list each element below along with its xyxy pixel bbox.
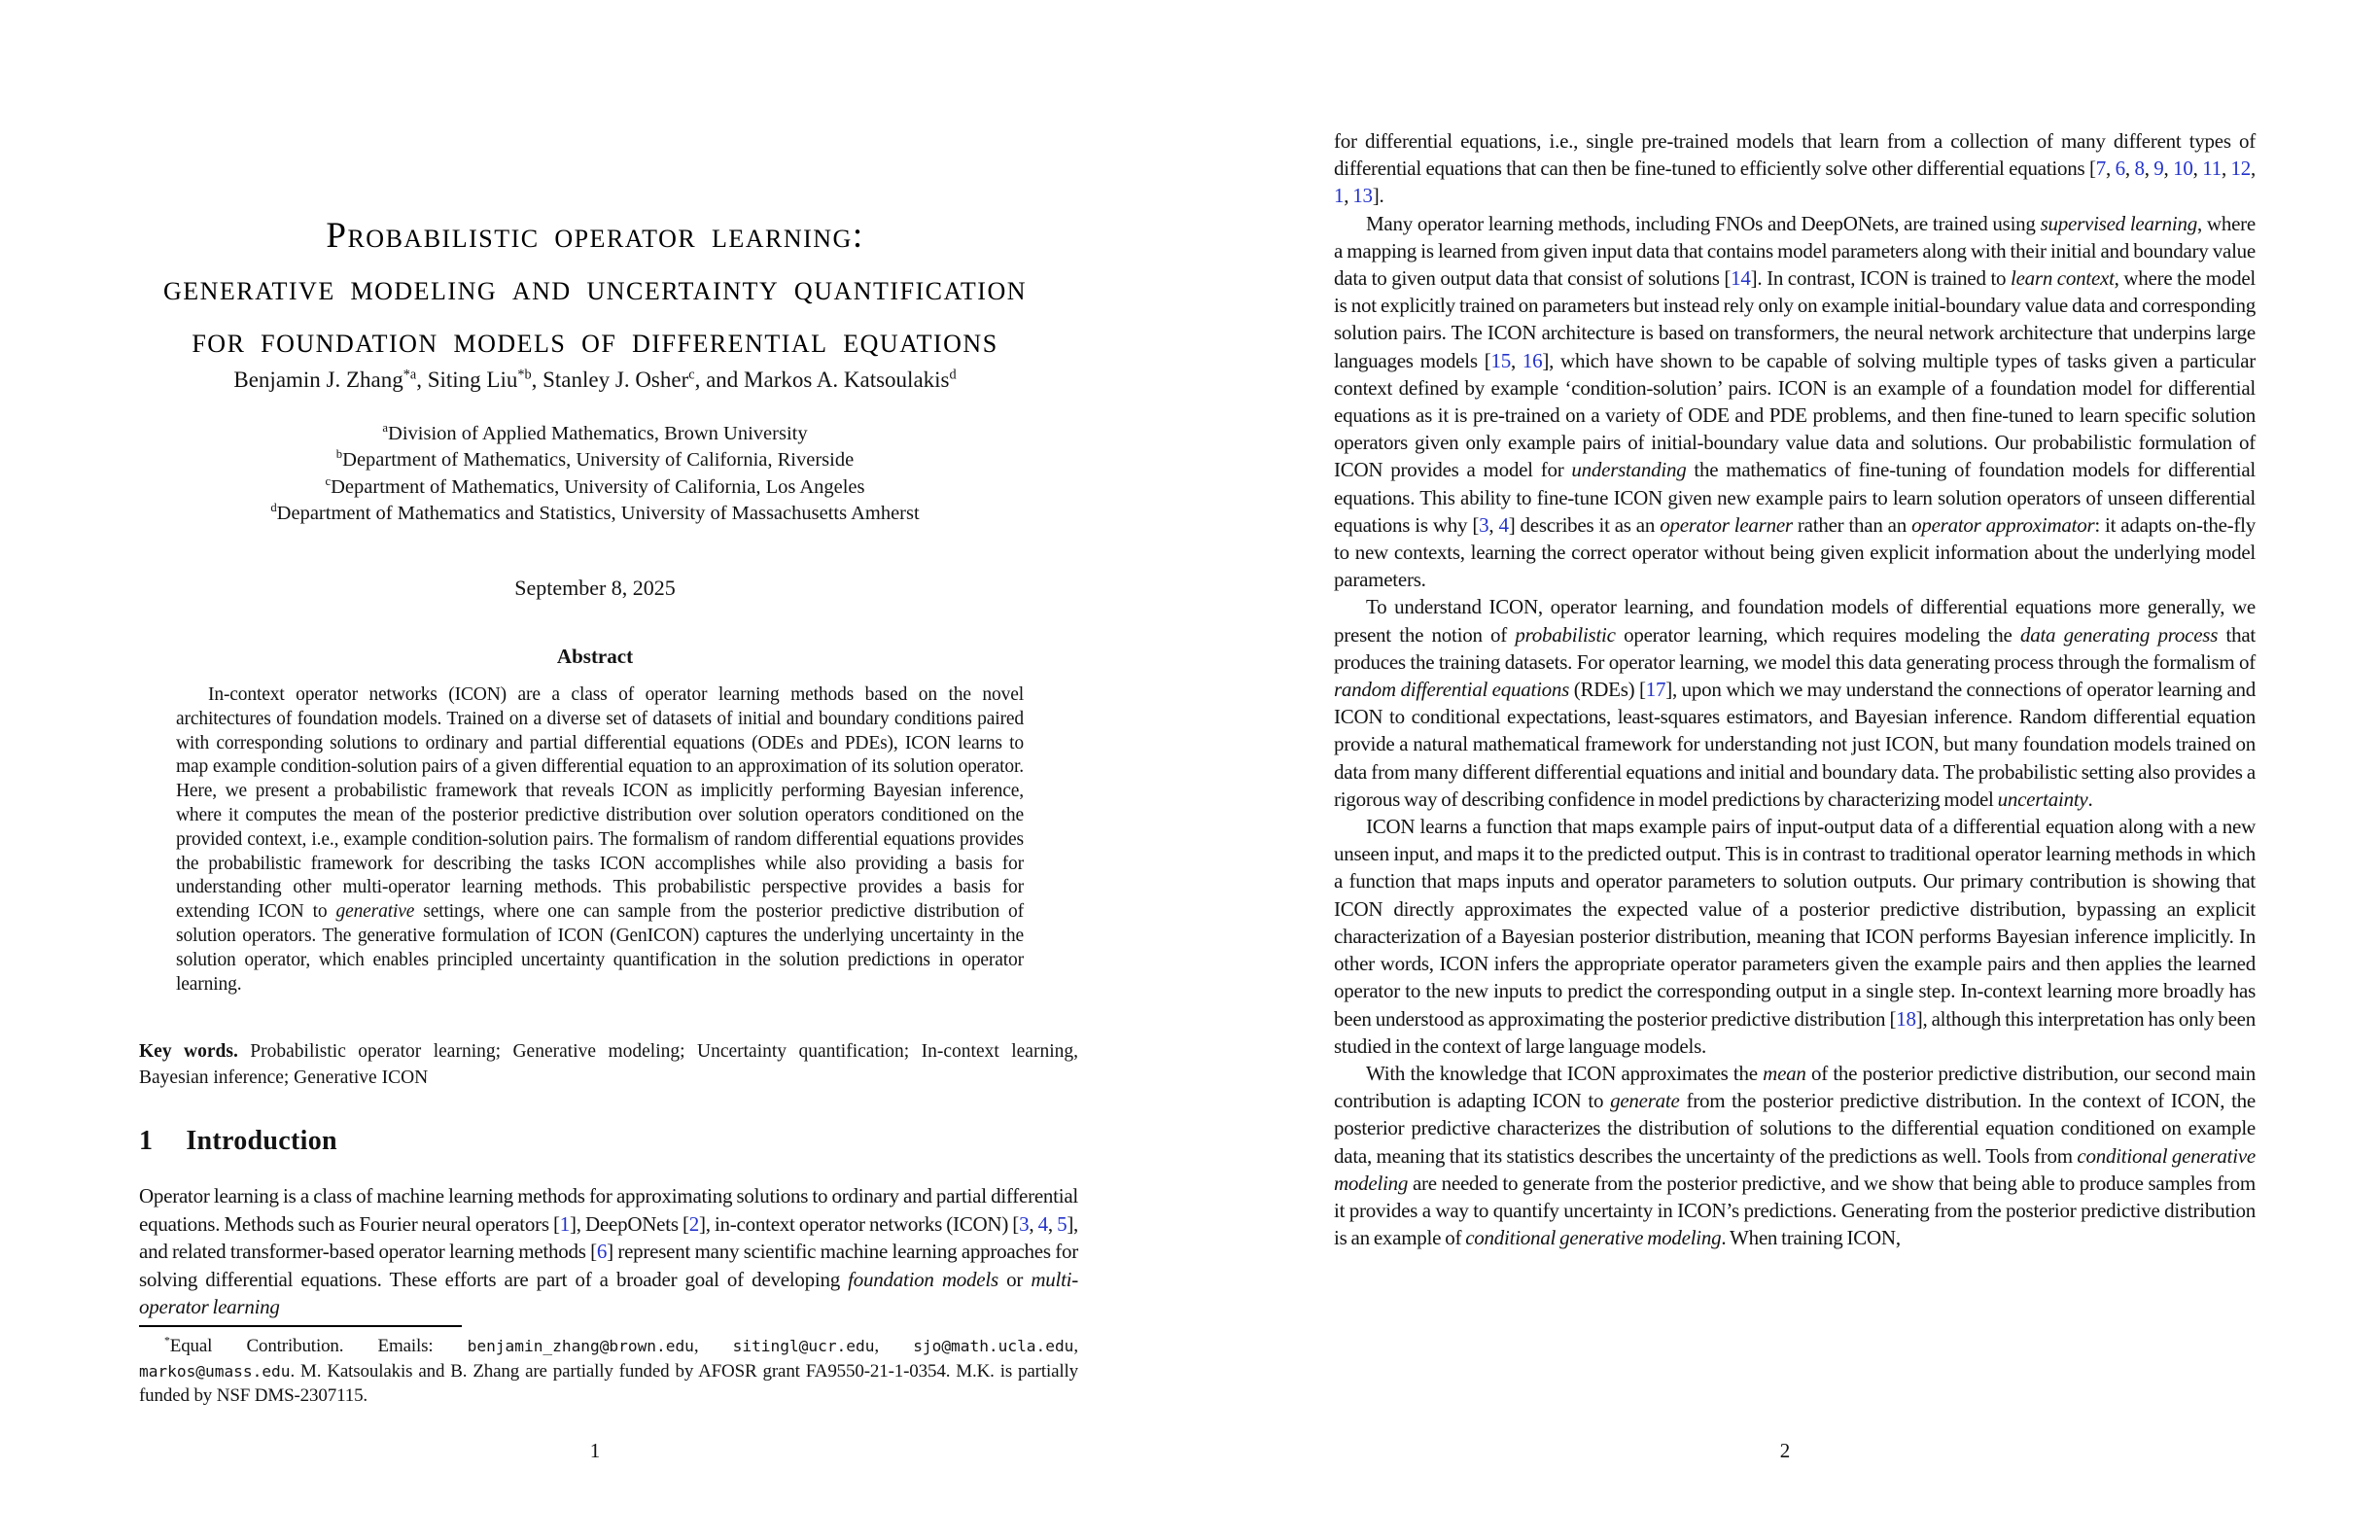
page-number: 2 (1779, 1439, 1791, 1462)
body-paragraph: Many operator learning methods, including FNOs and DeepONets, are trained using supervised learning, where a mapping is learned from given input data that contains model parameters along with their initial and boundary value data to given output data that consist of solutions [14]. In contrast, ICON is trained to learn context, where the model is not explicitly trained on parameters but instead rely only on example initial-boundary value data and corresponding solution pairs. The ICON architecture is based on transformers, the neural network architecture that underpins large languages models [15, 16], which have shown to be capable of solving multiple types of tasks given a particular context defined by example ‘condition-solution’ pairs. ICON is an example of a foundation model for differential equations as it is pre-trained on a variety of ODE and PDE problems, and then fine-tuned to learn specific solution operators given only example pairs of initial-boundary value data and solutions. Our probabilistic formulation of ICON provides a model for understanding the mathematics of fine-tuning of foundation models for differential equations. This ability to fine-tune ICON given new example pairs to learn solution operators of unseen differential equations is why [3, 4] describes it as an operator learner rather than an operator approximator: it adapts on-the-fly to new contexts, learning the correct operator without being given explicit information about the underlying model parameters. (1334, 211, 2257, 592)
citation-link[interactable]: 8 (2134, 157, 2145, 181)
section-heading-introduction (139, 1126, 337, 1157)
footnote-rule (139, 1325, 462, 1327)
abstract-heading: Abstract (556, 645, 634, 668)
author-line: Benjamin J. Zhang$^{*a}$, Siting Liu$^{*b}$, Stanley J. Osher$^c$, and Markos A. Katsoulakis$^d$ (233, 367, 957, 392)
page-number: 1 (589, 1439, 601, 1462)
page-2-text-column (1334, 127, 2256, 1251)
keywords-line (139, 1038, 1078, 1091)
section-number: 1 (139, 1126, 154, 1156)
affiliation-line: $^b$Department of Mathematics, University of California, Riverside (335, 447, 855, 472)
email-text: sjo@math.ucla.edu (913, 1337, 1074, 1355)
citation-link[interactable]: 5 (1057, 1211, 1068, 1236)
citation-link[interactable]: 7 (2095, 157, 2106, 181)
citation-link[interactable]: 16 (1522, 348, 1543, 372)
citation-link[interactable]: 17 (1645, 678, 1666, 702)
email-text: sitingl@ucr.edu (732, 1337, 875, 1355)
citation-link[interactable]: 4 (1037, 1211, 1048, 1236)
section-title: Introduction (186, 1126, 337, 1156)
citation-link[interactable]: 9 (2153, 157, 2164, 181)
abstract-text: In-context operator networks (ICON) are a class of operator learning methods based on the novel architectures of foundation models. Trained on a diverse set of datasets of initial and boundary conditions paired with corresponding solutions to ordinary and partial differential equations (ODEs and PDEs), ICON learns to map example condition-solution pairs of a given differential equation to an approximation of its solution operator. Here, we present a probabilistic framework that reveals ICON as implicitly performing Bayesian inference, where it computes the mean of the posterior predictive distribution over solution operators conditioned on the provided context, i.e., example condition-solution pairs. The formalism of random differential equations provides the probabilistic framework for describing the tasks ICON accomplishes while also providing a basis for understanding other multi-operator learning methods. This probabilistic perspective provides a basis for extending ICON to generative settings, where one can sample from the posterior predictive distribution of solution operators. The generative formulation of ICON (GenICON) captures the underlying uncertainty in the solution operator, which enables principled uncertainty quantification in the solution predictions in operator learning. (176, 684, 1025, 995)
date-line: September 8, 2025 (514, 576, 676, 600)
citation-link[interactable]: 4 (1498, 512, 1509, 537)
paper-title (58, 210, 1132, 368)
citation-link[interactable]: 13 (1352, 184, 1373, 208)
affiliations-block (58, 421, 1132, 527)
body-paragraph: To understand ICON, operator learning, and foundation models of differential equations more generally, we present the notion of probabilistic operator learning, which requires modeling the data generating process that produces the training datasets. For operator learning, we model this data generating process through the formalism of random differential equations (RDEs) [17], upon which we may understand the connections of operator learning and ICON to conditional expectations, least-squares estimators, and Bayesian inference. Random differential equation provide a natural mathematical framework for understanding not just ICON, but many foundation models trained on data from many different differential equations and initial and boundary data. The probabilistic setting also provides a rigorous way of describing confidence in model predictions by characterizing model uncertainty. (1334, 595, 2257, 811)
footnote-text: *Equal Contribution. Emails: benjamin_zhang@brown.edu, sitingl@ucr.edu, sjo@math.ucla.edu, markos@umass.edu. M. Katsoulakis and B. Zhang are partially funded by AFOSR grant FA9550-21-1-0354. M.K. is partially funded by NSF DMS-2307115. (139, 1334, 1078, 1407)
affiliation-line: $^c$Department of Mathematics, University of California, Los Angeles (325, 473, 865, 498)
body-paragraph: With the knowledge that ICON approximates the mean of the posterior predictive distribution, our second main contribution is adapting ICON to generate from the posterior predictive distribution. In the context of ICON, the posterior predictive characterizes the distribution of solutions to the differential equation conditioned on example data, meaning that its statistics describes the uncertainty of the predictions as well. Tools from conditional generative modeling are needed to generate from the posterior predictive, and we show that being able to produce samples from it provides a way to quantify uncertainty in ICON’s predictions. Generating from the posterior predictive distribution is an example of conditional generative modeling. When training ICON, (1334, 1061, 2257, 1250)
citation-link[interactable]: 1 (559, 1211, 571, 1236)
citation-link[interactable]: 12 (2230, 157, 2252, 181)
citation-link[interactable]: 6 (596, 1240, 608, 1264)
citation-link[interactable]: 15 (1490, 348, 1511, 372)
citation-link[interactable]: 1 (1334, 184, 1345, 208)
citation-link[interactable]: 10 (2173, 157, 2193, 181)
page-2 (1190, 0, 2380, 1540)
body-paragraph: ICON learns a function that maps example pairs of input-output data of a differential equation along with a new unseen input, and maps it to the predicted output. This is in contrast to traditional operator learning methods in which a function that maps inputs and operator parameters to solution outputs. Our primary contribution is showing that ICON directly approximates the expected value of a posterior predictive distribution, bypassing an explicit characterization of a Bayesian posterior distribution, meaning that ICON performs Bayesian inference implicitly. In other words, ICON infers the appropriate operator parameters given the example pairs and then applies the learned operator to the new inputs to predict the corresponding output in a single step. In-context learning more broadly has been understood as approximating the posterior predictive distribution [18], although this interpretation has only been studied in the context of large language models. (1334, 815, 2256, 1058)
keywords-label: Key words. (139, 1041, 238, 1062)
citation-link[interactable]: 3 (1019, 1211, 1030, 1236)
citation-link[interactable]: 11 (2202, 157, 2222, 181)
title-line-1: Probabilistic operator learning: (326, 216, 864, 256)
affiliation-line: $^d$Department of Mathematics and Statistics, University of Massachusetts Amherst (270, 501, 920, 524)
citation-link[interactable]: 18 (1896, 1006, 1916, 1031)
citation-link[interactable]: 2 (688, 1211, 699, 1236)
citation-link[interactable]: 3 (1479, 512, 1489, 537)
title-line-2: generative modeling and uncertainty quantification (162, 268, 1028, 308)
email-text: markos@umass.edu (139, 1361, 291, 1381)
citation-link[interactable]: 6 (2115, 157, 2125, 181)
citation-link[interactable]: 14 (1731, 266, 1751, 291)
keywords-text: Probabilistic operator learning; Generative modeling; Uncertainty quantification; In-context learning, Bayesian inference; Generative ICON (139, 1041, 1078, 1088)
body-paragraph: for differential equations, i.e., single pre-trained models that learn from a collection of many different types of differential equations that can then be fine-tuned to efficiently solve other differential equations [7, 6, 8, 9, 10, 11, 12, 1, 13]. (1334, 129, 2257, 208)
title-line-3: for foundation models of differential equations (192, 321, 998, 361)
email-text: benjamin_zhang@brown.edu (467, 1337, 694, 1355)
affiliation-line: $^a$Division of Applied Mathematics, Brown University (382, 421, 808, 444)
intro-paragraph: Operator learning is a class of machine learning methods for approximating solutions to ordinary and partial differential equations. Methods such as Fourier neural operators [1], DeepONets [2], in-context operator networks (ICON) [3, 4, 5], and related transformer-based operator learning methods [6] represent many scientific machine learning approaches for solving differential equations. These efforts are part of a broader goal of developing foundation models or multi-operator learning (139, 1184, 1079, 1319)
